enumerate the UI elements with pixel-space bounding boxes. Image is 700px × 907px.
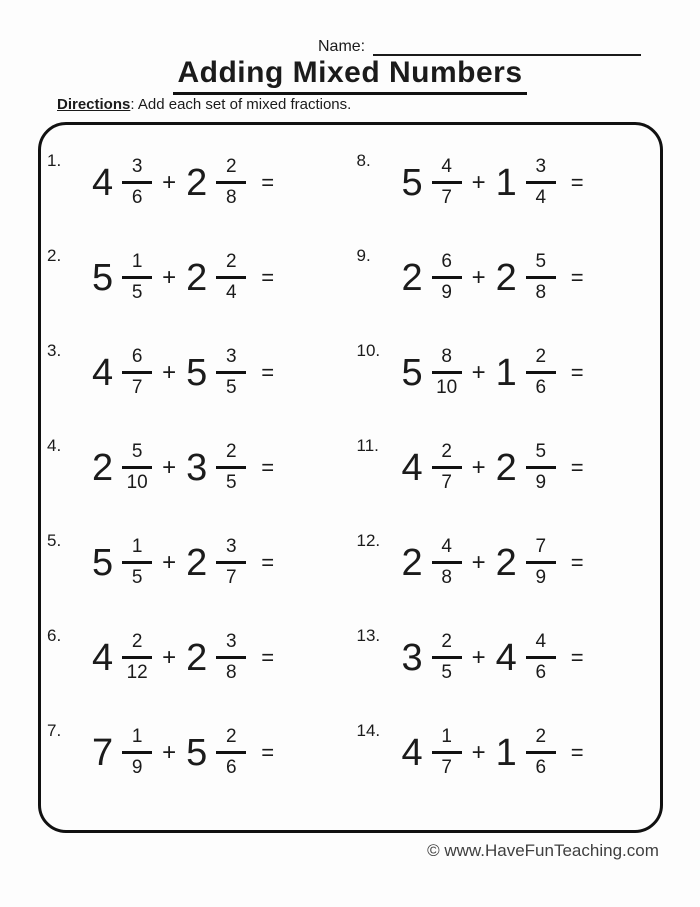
problem-row-6 [47, 610, 351, 705]
whole-number: 2 [495, 446, 517, 489]
fraction-numerator: 2 [216, 726, 246, 754]
problem-number: 11. [356, 435, 379, 455]
problem-row-9 [357, 230, 661, 325]
fraction [122, 726, 152, 779]
problem-row-5 [47, 515, 351, 610]
fraction [122, 156, 152, 209]
whole-number: 2 [401, 256, 423, 299]
fraction [122, 441, 152, 494]
fraction-denominator: 8 [226, 187, 237, 208]
fraction-denominator: 9 [131, 757, 143, 778]
fraction-numerator: 4 [432, 536, 462, 564]
fraction-numerator: 1 [122, 536, 152, 564]
fraction [526, 536, 556, 589]
equals-sign: = [570, 264, 584, 290]
fraction [216, 631, 246, 684]
plus-sign: + [162, 738, 177, 766]
fraction [216, 726, 246, 779]
whole-number: 2 [186, 256, 208, 299]
fraction-numerator: 3 [216, 346, 246, 374]
fraction-denominator: 12 [126, 662, 148, 683]
whole-number: 1 [495, 731, 517, 774]
fraction-numerator: 6 [432, 251, 462, 279]
equals-sign: = [261, 644, 275, 670]
plus-sign: + [162, 453, 177, 481]
equals-sign: = [261, 454, 275, 480]
whole-number: 5 [92, 256, 114, 299]
fraction-denominator: 6 [226, 757, 237, 778]
whole-number: 7 [92, 731, 114, 774]
whole-number: 4 [92, 636, 114, 679]
fraction-denominator: 4 [226, 282, 237, 303]
equals-sign: = [261, 169, 275, 195]
plus-sign: + [471, 168, 486, 196]
fraction-denominator: 9 [535, 567, 547, 588]
fraction-numerator: 2 [432, 631, 462, 659]
problem-row-14 [357, 705, 661, 800]
problem-number: 12. [356, 530, 381, 550]
name-row [318, 38, 641, 56]
fraction-denominator: 8 [535, 282, 547, 303]
whole-number: 2 [186, 636, 208, 679]
equals-sign: = [570, 359, 584, 385]
problem-number: 1. [47, 150, 62, 170]
fraction-numerator: 1 [122, 251, 152, 279]
equals-sign: = [261, 549, 275, 575]
problems-box [38, 122, 663, 833]
fraction-numerator: 1 [122, 726, 152, 754]
fraction-numerator: 2 [526, 726, 556, 754]
fraction [122, 631, 152, 684]
whole-number: 4 [401, 731, 423, 774]
problem-row-11 [357, 420, 661, 515]
problems-column-right [351, 125, 661, 830]
equals-sign: = [261, 264, 275, 290]
fraction-denominator: 7 [131, 377, 143, 398]
whole-number: 3 [186, 446, 208, 489]
problem-number: 10. [356, 340, 381, 360]
whole-number: 3 [401, 636, 423, 679]
fraction [526, 726, 556, 779]
fraction-numerator: 3 [122, 156, 152, 184]
fraction [526, 251, 556, 304]
fraction [216, 156, 246, 209]
fraction-numerator: 4 [526, 631, 556, 659]
fraction-numerator: 6 [122, 346, 152, 374]
fraction-denominator: 6 [535, 377, 547, 398]
fraction-denominator: 4 [535, 187, 547, 208]
fraction-numerator: 2 [216, 251, 246, 279]
whole-number: 5 [186, 731, 208, 774]
fraction-denominator: 9 [535, 472, 547, 493]
plus-sign: + [471, 453, 486, 481]
fraction-numerator: 5 [122, 441, 152, 469]
plus-sign: + [471, 263, 486, 291]
fraction [526, 631, 556, 684]
fraction-numerator: 2 [432, 441, 462, 469]
equals-sign: = [570, 454, 584, 480]
fraction-denominator: 5 [131, 567, 143, 588]
fraction-denominator: 7 [441, 187, 452, 208]
whole-number: 1 [495, 161, 517, 204]
fraction-numerator: 2 [526, 346, 556, 374]
problem-number: 5. [47, 530, 62, 550]
fraction-denominator: 5 [131, 282, 143, 303]
fraction-numerator: 8 [432, 346, 462, 374]
problem-row-10 [357, 325, 661, 420]
whole-number: 4 [495, 636, 517, 679]
fraction-numerator: 2 [216, 441, 246, 469]
fraction-denominator: 7 [441, 757, 452, 778]
problem-number: 3. [47, 340, 62, 360]
whole-number: 4 [92, 351, 114, 394]
whole-number: 2 [495, 541, 517, 584]
fraction [122, 346, 152, 399]
whole-number: 4 [92, 161, 114, 204]
problem-row-2 [47, 230, 351, 325]
fraction-denominator: 9 [441, 282, 452, 303]
fraction-denominator: 5 [441, 662, 452, 683]
plus-sign: + [471, 548, 486, 576]
whole-number: 2 [186, 161, 208, 204]
problem-row-8 [357, 135, 661, 230]
fraction [432, 346, 462, 399]
fraction [432, 251, 462, 304]
equals-sign: = [570, 549, 584, 575]
fraction-denominator: 8 [441, 567, 452, 588]
problem-number: 4. [47, 435, 62, 455]
fraction [432, 536, 462, 589]
plus-sign: + [471, 643, 486, 671]
whole-number: 2 [495, 256, 517, 299]
fraction-numerator: 7 [526, 536, 556, 564]
fraction-denominator: 8 [226, 662, 237, 683]
plus-sign: + [162, 263, 177, 291]
problem-number: 7. [47, 720, 62, 740]
fraction-denominator: 7 [441, 472, 452, 493]
fraction [526, 156, 556, 209]
fraction-denominator: 10 [126, 472, 148, 493]
copyright-credit: © www.HaveFunTeaching.com [427, 841, 659, 860]
whole-number: 5 [92, 541, 114, 584]
plus-sign: + [471, 358, 486, 386]
fraction [122, 536, 152, 589]
problem-row-4 [47, 420, 351, 515]
problem-number: 8. [356, 150, 371, 170]
problem-number: 2. [47, 245, 62, 265]
fraction-denominator: 6 [131, 187, 143, 208]
fraction [526, 441, 556, 494]
plus-sign: + [162, 358, 177, 386]
fraction [216, 536, 246, 589]
fraction-numerator: 3 [216, 631, 246, 659]
fraction [526, 346, 556, 399]
whole-number: 4 [401, 446, 423, 489]
problem-row-1 [47, 135, 351, 230]
whole-number: 1 [495, 351, 517, 394]
whole-number: 5 [401, 351, 423, 394]
equals-sign: = [261, 739, 275, 765]
fraction-numerator: 2 [216, 156, 246, 184]
fraction-numerator: 1 [432, 726, 462, 754]
directions-label: Directions [57, 96, 131, 113]
fraction [216, 251, 246, 304]
problem-number: 6. [47, 625, 62, 645]
fraction-denominator: 5 [226, 377, 237, 398]
equals-sign: = [570, 739, 584, 765]
whole-number: 2 [401, 541, 423, 584]
equals-sign: = [570, 169, 584, 195]
plus-sign: + [162, 168, 177, 196]
fraction-numerator: 2 [122, 631, 152, 659]
equals-sign: = [261, 359, 275, 385]
fraction-numerator: 3 [216, 536, 246, 564]
equals-sign: = [570, 644, 584, 670]
name-blank-line [373, 38, 641, 56]
title-wrap [0, 56, 700, 95]
directions-text: : Add each set of mixed fractions. [130, 96, 352, 113]
fraction [432, 726, 462, 779]
fraction-numerator: 5 [526, 251, 556, 279]
problem-row-3 [47, 325, 351, 420]
directions [57, 96, 351, 113]
fraction [216, 441, 246, 494]
plus-sign: + [471, 738, 486, 766]
fraction-denominator: 6 [535, 757, 547, 778]
whole-number: 2 [92, 446, 114, 489]
problem-number: 13. [356, 625, 381, 645]
fraction [432, 441, 462, 494]
fraction-denominator: 7 [226, 567, 237, 588]
whole-number: 2 [186, 541, 208, 584]
plus-sign: + [162, 548, 177, 576]
whole-number: 5 [186, 351, 208, 394]
problem-row-12 [357, 515, 661, 610]
whole-number: 5 [401, 161, 423, 204]
fraction-numerator: 5 [526, 441, 556, 469]
name-label: Name: [318, 38, 366, 55]
fraction-denominator: 6 [535, 662, 547, 683]
page-title: Adding Mixed Numbers [173, 56, 526, 95]
fraction-numerator: 3 [526, 156, 556, 184]
fraction-denominator: 10 [436, 377, 458, 398]
fraction [122, 251, 152, 304]
problem-row-7 [47, 705, 351, 800]
fraction-denominator: 5 [226, 472, 237, 493]
problem-row-13 [357, 610, 661, 705]
fraction [432, 156, 462, 209]
plus-sign: + [162, 643, 177, 671]
fraction [216, 346, 246, 399]
fraction-numerator: 4 [432, 156, 462, 184]
problems-column-left [41, 125, 351, 830]
fraction [432, 631, 462, 684]
problem-number: 14. [356, 720, 381, 740]
problem-number: 9. [356, 245, 371, 265]
